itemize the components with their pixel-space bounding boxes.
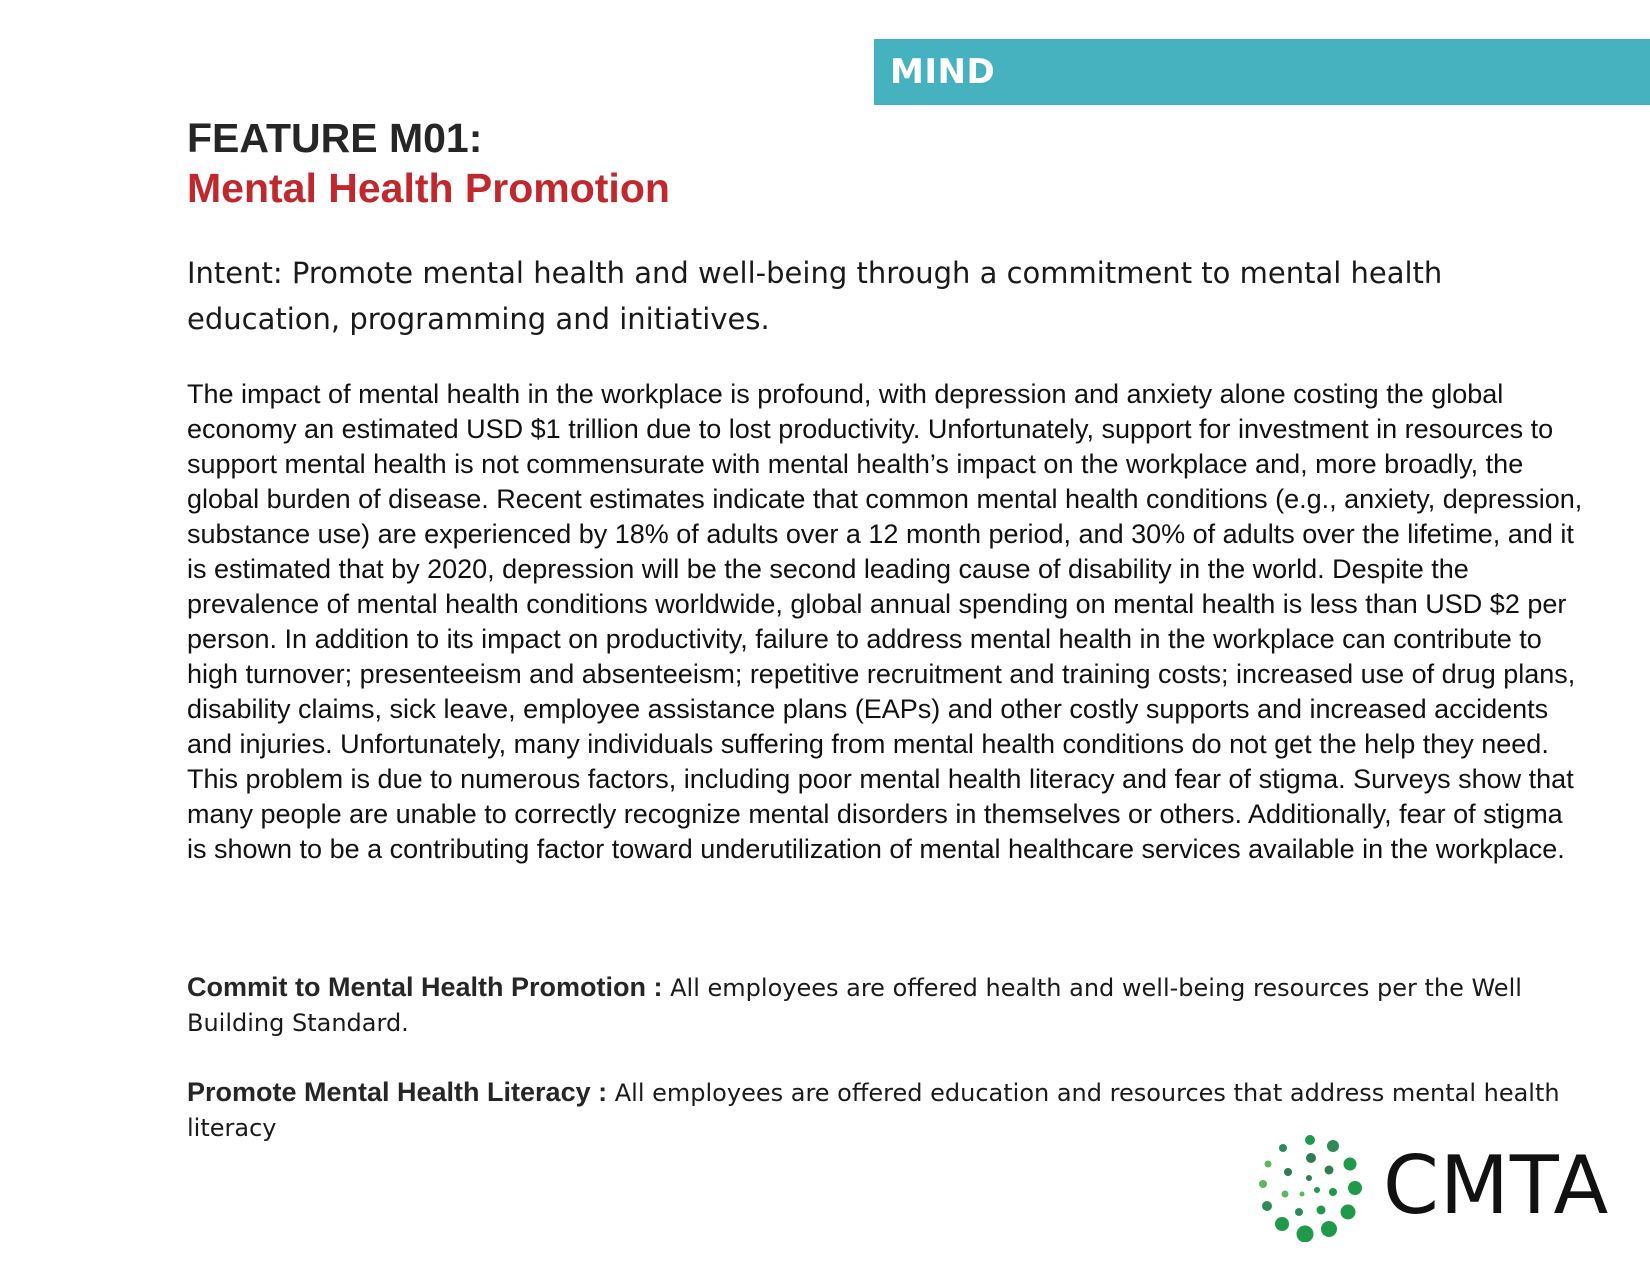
intent-statement: Intent: Promote mental health and well-being through a commitment to mental health education, programming and initiatives. bbox=[187, 256, 1443, 336]
requirement-text: All employees are offered health and well-being resources per the Well Building Standard. bbox=[187, 974, 1522, 1037]
section-banner bbox=[874, 39, 1650, 105]
requirement-commit bbox=[187, 970, 1587, 1041]
feature-name: Mental Health Promotion bbox=[187, 165, 670, 211]
section-label: MIND bbox=[890, 52, 996, 92]
logo-wordmark: CMTA bbox=[1383, 1139, 1610, 1232]
requirement-title: Promote Mental Health Literacy : bbox=[187, 1077, 608, 1107]
dot-cluster-logo-icon bbox=[1255, 1132, 1365, 1242]
body-paragraph: The impact of mental health in the workplace is profound, with depression and anxiety alone costing the global economy an estimated USD $1 trillion due to lost productivity. Unfortunately, support for investment in resources to support mental health is not commensurate with mental health’s impact on the workplace and, more broadly, the global burden of disease. Recent estimates indicate that common mental health conditions (e.g., anxiety, depression, substance use) are experienced by 18% of adults over a 12 month period, and 30% of adults over the lifetime, and it is estimated that by 2020, depression will be the second leading cause of disability in the world. Despite the prevalence of mental health conditions worldwide, global annual spending on mental health is less than USD $2 per person. In addition to its impact on productivity, failure to address mental health in the workplace can contribute to high turnover; presenteeism and absenteeism; repetitive recruitment and training costs; increased use of drug plans, disability claims, sick leave, employee assistance plans (EAPs) and other costly supports and increased accidents and injuries. Unfortunately, many individuals suffering from mental health conditions do not get the help they need. This problem is due to numerous factors, including poor mental health literacy and fear of stigma. Surveys show that many people are unable to correctly recognize mental disorders in themselves or others. Additionally, fear of stigma is shown to be a contributing factor toward underutilization of mental healthcare services available in the workplace. bbox=[187, 379, 1583, 864]
cmta-logo bbox=[1255, 1132, 1615, 1242]
requirement-title: Commit to Mental Health Promotion : bbox=[187, 972, 663, 1002]
requirement-text: All employees are offered education and resources that address mental health literacy bbox=[187, 1079, 1560, 1142]
feature-code: FEATURE M01: bbox=[187, 115, 483, 161]
